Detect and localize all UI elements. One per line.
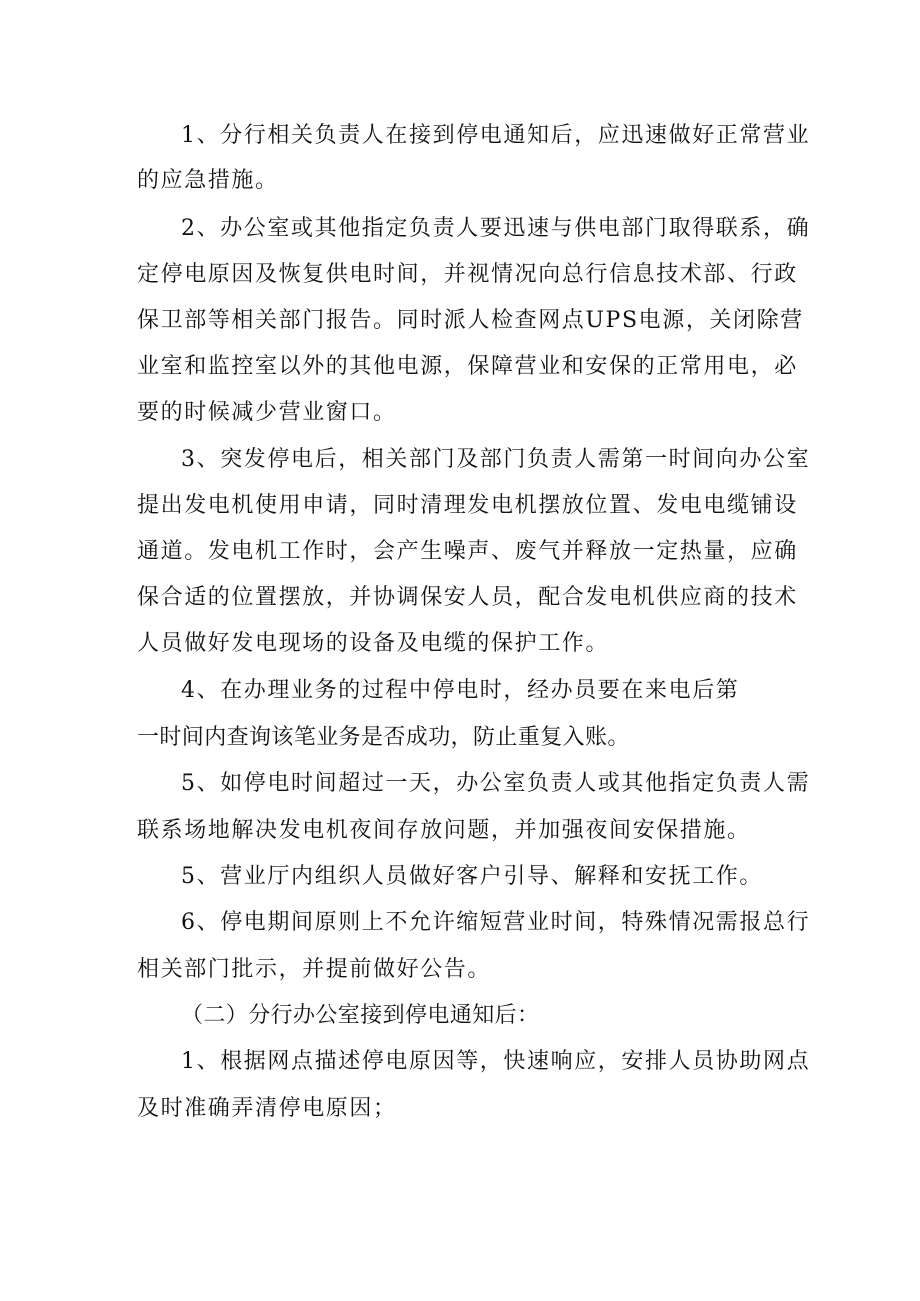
- text-line: 联系场地解决发电机夜间存放问题，并加强夜间安保措施。: [137, 818, 751, 843]
- text-line: 业室和监控室以外的其他电源，保障营业和安保的正常用电，必: [137, 354, 798, 379]
- text-line: 保卫部等相关部门报告。同时派人检查网点UPS电源，关闭除营: [137, 308, 804, 333]
- text-line: 的应急措施。: [137, 168, 279, 193]
- text-line: 定停电原因及恢复供电时间，并视情况向总行信息技术部、行政: [137, 262, 798, 287]
- text-line: 人员做好发电现场的设备及电缆的保护工作。: [137, 631, 610, 656]
- text-line: 4、在办理业务的过程中停电时，经办员要在来电后第: [181, 678, 740, 703]
- text-line: 6、停电期间原则上不允许缩短营业时间，特殊情况需报总行: [181, 910, 811, 935]
- section-heading: （二）分行办公室接到停电通知后：: [181, 1003, 540, 1028]
- text-line: 5、如停电时间超过一天，办公室负责人或其他指定负责人需: [181, 771, 811, 796]
- text-line: 提出发电机使用申请，同时清理发电机摆放位置、发电电缆铺设: [137, 493, 798, 518]
- text-line: 2、办公室或其他指定负责人要迅速与供电部门取得联系，确: [181, 216, 811, 241]
- text-line: 通道。发电机工作时，会产生噪声、废气并释放一定热量，应确: [137, 539, 798, 564]
- text-line: 一时间内查询该笔业务是否成功，防止重复入账。: [137, 725, 630, 750]
- text-line: 1、根据网点描述停电原因等，快速响应，安排人员协助网点: [181, 1049, 811, 1074]
- text-line: 保合适的位置摆放，并协调保安人员，配合发电机供应商的技术: [137, 585, 798, 610]
- text-line: 1、分行相关负责人在接到停电通知后，应迅速做好正常营业: [181, 123, 811, 148]
- text-line: 3、突发停电后，相关部门及部门负责人需第一时间向办公室: [181, 447, 811, 472]
- text-line: 相关部门批示，并提前做好公告。: [137, 957, 492, 982]
- text-line: 及时准确弄清停电原因；: [137, 1096, 397, 1121]
- text-line: 5、营业厅内组织人员做好客户引导、解释和安抚工作。: [181, 864, 763, 889]
- text-line: 要的时候减少营业窗口。: [137, 400, 397, 425]
